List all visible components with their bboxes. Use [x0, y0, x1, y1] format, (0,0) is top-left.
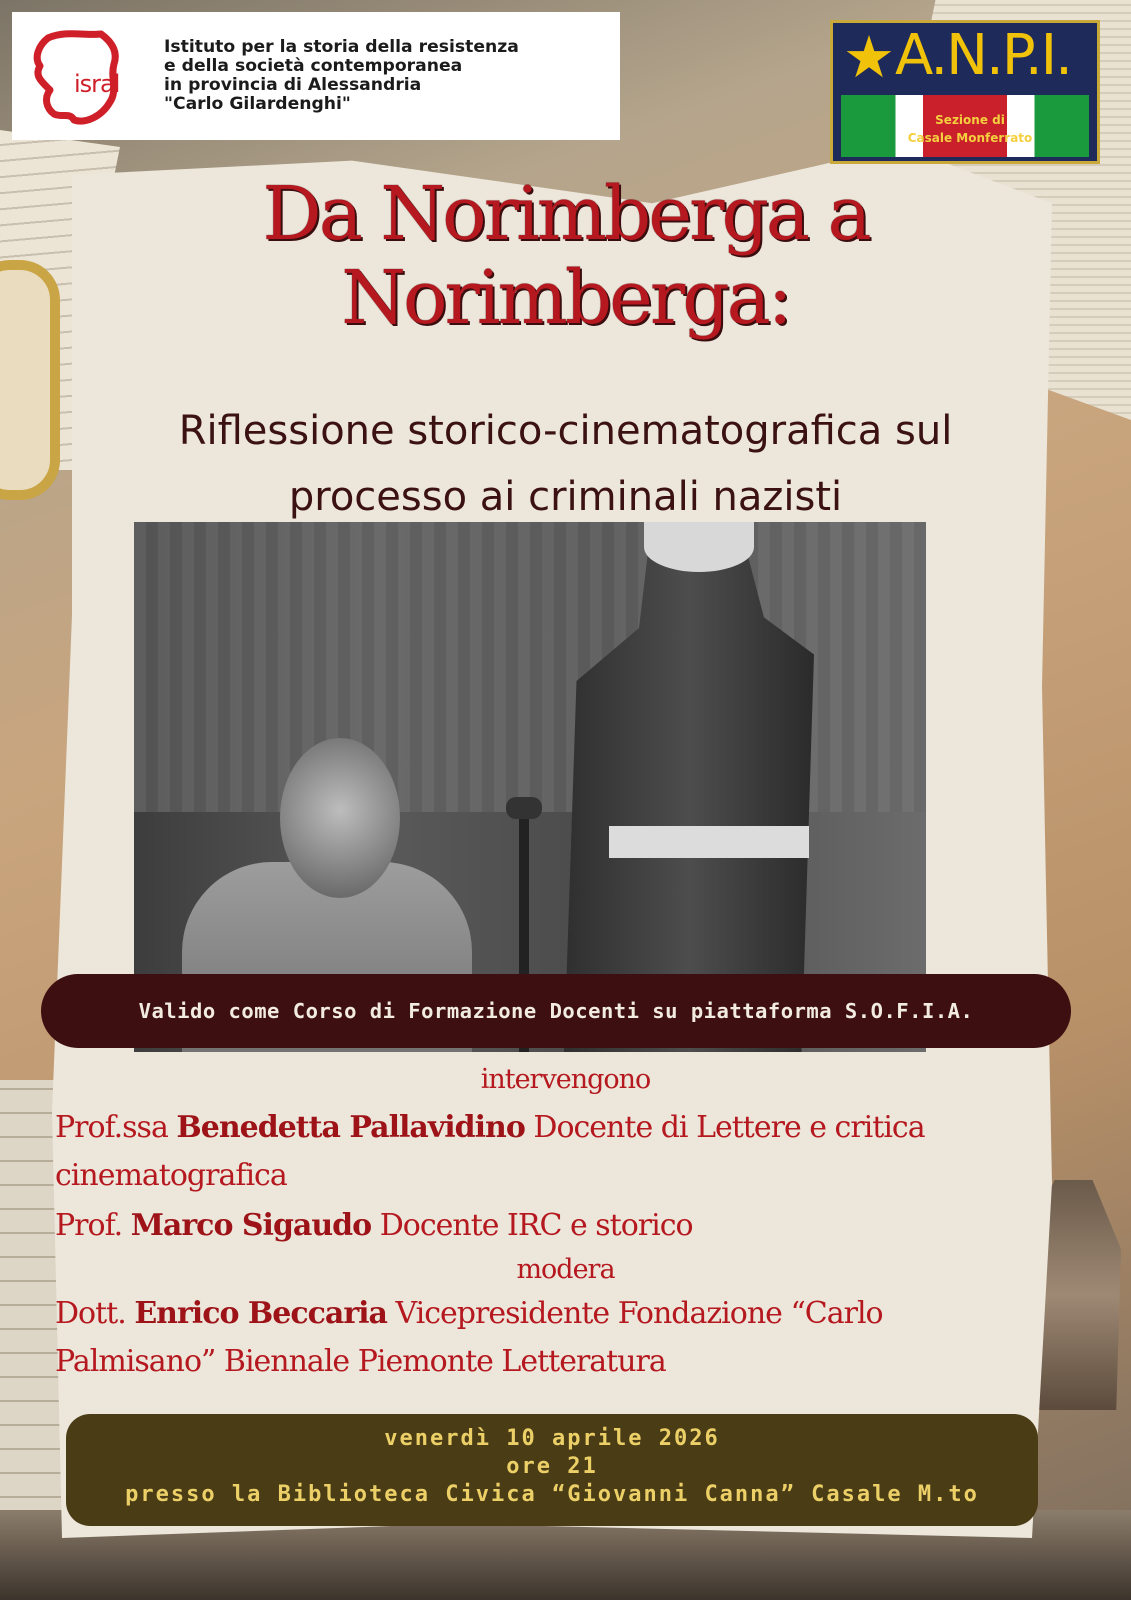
photo-helmet — [644, 522, 754, 572]
star-icon: ★ — [843, 23, 895, 91]
moderator — [55, 1290, 1055, 1386]
event-venue: presso la Biblioteca Civica “Giovanni Canna” Casale M.to — [125, 1482, 979, 1507]
photo-belt — [609, 826, 809, 858]
anpi-section-label — [895, 111, 1045, 147]
moderator-title: Dott. — [55, 1296, 126, 1331]
speaker-title: Prof.ssa — [55, 1110, 168, 1145]
speaker-role-continued: cinematografica — [55, 1158, 287, 1193]
speaker-2 — [55, 1202, 1055, 1250]
subtitle-line: Riflessione storico-cinematografica sul — [178, 408, 953, 454]
event-date: venerdì 10 aprile 2026 — [384, 1426, 720, 1451]
anpi-logo — [830, 20, 1100, 164]
speaker-role: Docente IRC e storico — [379, 1208, 693, 1243]
isral-line: Istituto per la storia della resistenza — [164, 37, 519, 57]
isral-logo — [12, 12, 620, 140]
moderator-name: Enrico Beccaria — [134, 1296, 387, 1331]
photo-defendant-head — [280, 738, 400, 898]
moderator-role-continued: Palmisano” Biennale Piemonte Letteratura — [55, 1344, 666, 1379]
speaker-name: Benedetta Pallavidino — [176, 1110, 525, 1145]
event-time: ore 21 — [506, 1454, 598, 1479]
microphone-head — [506, 797, 542, 819]
anpi-title: A.N.P.I. — [895, 23, 1071, 88]
event-info-banner — [66, 1414, 1038, 1526]
anpi-section-line: Sezione di — [935, 113, 1005, 127]
isral-institute-name — [164, 38, 614, 114]
isral-line: in provincia di Alessandria — [164, 75, 422, 95]
subtitle-line: processo ai criminali nazisti — [288, 474, 843, 520]
title-line: Da Norimberga a — [262, 171, 869, 257]
certification-text: Valido come Corso di Formazione Docenti su piattaforma S.O.F.I.A. — [138, 999, 974, 1023]
speaker-1 — [55, 1104, 1055, 1200]
speaker-title: Prof. — [55, 1208, 123, 1243]
moderator-role: Vicepresidente Fondazione “Carlo — [395, 1296, 883, 1331]
certification-banner — [41, 974, 1071, 1048]
isral-line: "Carlo Gilardenghi" — [164, 94, 351, 114]
speaker-name: Marco Sigaudo — [130, 1208, 372, 1243]
speaker-role: Docente di Lettere e critica — [533, 1110, 925, 1145]
moderator-intro: modera — [516, 1254, 615, 1285]
speakers-intro: intervengono — [480, 1064, 651, 1095]
anpi-section-line: Casale Monferrato — [907, 131, 1033, 145]
nuremberg-trial-photo — [134, 522, 926, 1052]
poster-subtitle — [0, 398, 1131, 530]
isral-line: e della società contemporanea — [164, 56, 463, 76]
poster-title — [0, 172, 1131, 340]
isral-wordmark: isral — [74, 70, 120, 98]
title-line: Norimberga: — [341, 255, 790, 341]
